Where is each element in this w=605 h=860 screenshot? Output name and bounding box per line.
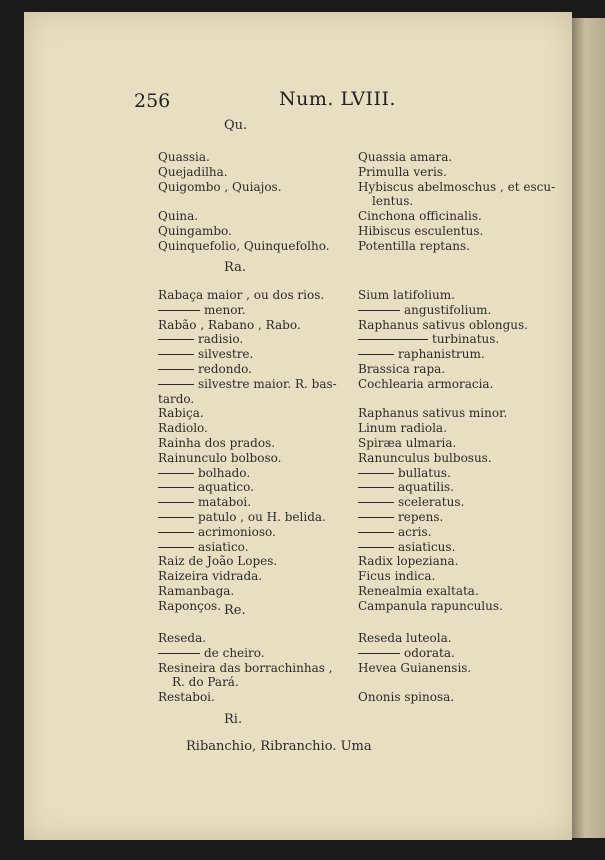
ditto-dash <box>158 473 194 474</box>
entry: Rabão , Rabano , Rabo. <box>158 317 301 332</box>
entry: aquatico. <box>198 480 254 495</box>
entry: Primulla veris. <box>358 164 447 179</box>
entry: Restaboi. <box>158 690 215 705</box>
entry: Raizeira vidrada. <box>158 569 263 584</box>
entry: bullatus. <box>398 465 451 480</box>
right-column-ra <box>358 288 528 614</box>
ditto-dash <box>358 473 394 474</box>
entry: Ononis spinosa. <box>358 690 455 705</box>
entry: Linum radiola. <box>358 421 447 436</box>
entry: mataboi. <box>198 495 252 510</box>
entry: Quingambo. <box>158 223 232 238</box>
entry: Resineira das borrachinhas , <box>158 660 333 675</box>
next-page-edge <box>572 18 605 838</box>
entry: silvestre. <box>198 347 254 362</box>
entry: silvestre maior. R. bas- <box>198 376 337 391</box>
entry: Sium latifolium. <box>358 288 455 302</box>
entry: radisio. <box>198 332 244 347</box>
entry: Reseda luteola. <box>358 631 452 645</box>
ditto-dash <box>158 532 194 533</box>
left-column-re <box>158 631 333 705</box>
book-page <box>24 12 572 840</box>
entry: Campanula rapunculus. <box>358 598 503 613</box>
ditto-dash <box>358 354 394 355</box>
entry: Raiz de João Lopes. <box>158 554 278 569</box>
entry: Hevea Guianensis. <box>358 660 472 675</box>
entry: patulo , ou H. belida. <box>198 509 326 524</box>
entry: tardo. <box>158 391 195 406</box>
entry: raphanistrum. <box>398 347 485 362</box>
entry: Quassia. <box>158 150 210 164</box>
right-column-qu <box>358 150 555 254</box>
entry: Raponços. <box>158 598 222 613</box>
entry: lentus. <box>372 194 414 209</box>
entry: sceleratus. <box>398 495 465 510</box>
ditto-dash <box>158 517 194 518</box>
entry: Ramanbaga. <box>158 583 235 598</box>
ditto-dash <box>158 384 194 385</box>
ditto-dash <box>158 369 194 370</box>
left-column-ra <box>158 288 337 614</box>
entry: asiatico. <box>198 539 249 554</box>
ditto-dash <box>358 653 400 654</box>
ditto-dash <box>158 339 194 340</box>
ditto-dash <box>158 547 194 548</box>
entry: Reseda. <box>158 631 207 645</box>
ditto-dash <box>158 502 194 503</box>
entry: aquatilis. <box>398 480 455 495</box>
entry: Cochlearia armoracia. <box>358 376 494 391</box>
entry: Quejadilha. <box>158 164 228 179</box>
entry: turbinatus. <box>432 332 500 347</box>
entry: acrimonioso. <box>198 524 276 539</box>
entry: odorata. <box>404 645 455 660</box>
entry: Rabiça. <box>158 406 204 421</box>
ditto-dash <box>158 310 200 311</box>
entry: Raphanus sativus oblongus. <box>358 317 528 332</box>
entry: Potentilla reptans. <box>358 238 470 253</box>
ditto-dash <box>358 487 394 488</box>
section-heading-re: Re. <box>224 603 246 618</box>
entry: redondo. <box>198 361 252 376</box>
entry: Radix lopeziana. <box>358 554 459 569</box>
entry: Hybiscus abelmoschus , et escu- <box>358 179 556 194</box>
entry: Ficus indica. <box>358 569 436 584</box>
entry: asiaticus. <box>398 539 456 554</box>
entry: Quigombo , Quiajos. <box>158 179 282 194</box>
entry <box>358 675 471 690</box>
entry: de cheiro. <box>204 645 265 660</box>
ditto-dash <box>358 310 400 311</box>
entry: Rainha dos prados. <box>158 435 276 450</box>
entry: Brassica rapa. <box>358 361 446 376</box>
entry: repens. <box>398 509 444 524</box>
ditto-dash <box>158 487 194 488</box>
ditto-dash <box>158 354 194 355</box>
running-title: Num. LVIII. <box>279 88 397 110</box>
left-column-qu <box>158 150 330 254</box>
entry: Rabaça maior , ou dos rios. <box>158 288 325 302</box>
section-heading-ri: Ri. <box>224 712 243 727</box>
entry <box>358 392 528 407</box>
section-heading-ra: Ra. <box>224 260 246 275</box>
catchword-line: Ribanchio, Ribranchio. Uma <box>186 739 372 754</box>
entry: Rainunculo bolboso. <box>158 450 282 465</box>
entry: Spiræa ulmaria. <box>358 435 457 450</box>
entry: acris. <box>398 524 432 539</box>
ditto-dash <box>358 547 394 548</box>
entry: angustifolium. <box>404 302 492 317</box>
entry: Quina. <box>158 209 199 224</box>
entry: R. do Pará. <box>172 675 239 690</box>
entry: Ranunculus bulbosus. <box>358 450 492 465</box>
section-heading-qu: Qu. <box>224 118 248 133</box>
ditto-dash <box>158 653 200 654</box>
entry: bolhado. <box>198 465 251 480</box>
ditto-dash <box>358 532 394 533</box>
entry: Hibiscus esculentus. <box>358 223 484 238</box>
entry: Renealmia exaltata. <box>358 583 479 598</box>
entry: Radiolo. <box>158 421 208 436</box>
ditto-dash <box>358 502 394 503</box>
page-body <box>24 12 572 840</box>
entry <box>158 194 330 209</box>
right-column-re <box>358 631 471 705</box>
ditto-dash <box>358 517 394 518</box>
entry: Quassia amara. <box>358 150 453 164</box>
page-number: 256 <box>134 90 171 112</box>
ditto-dash <box>358 339 428 340</box>
entry: menor. <box>204 302 246 317</box>
entry: Raphanus sativus minor. <box>358 406 508 421</box>
entry: Cinchona officinalis. <box>358 209 482 224</box>
entry: Quinquefolio, Quinquefolho. <box>158 238 330 253</box>
